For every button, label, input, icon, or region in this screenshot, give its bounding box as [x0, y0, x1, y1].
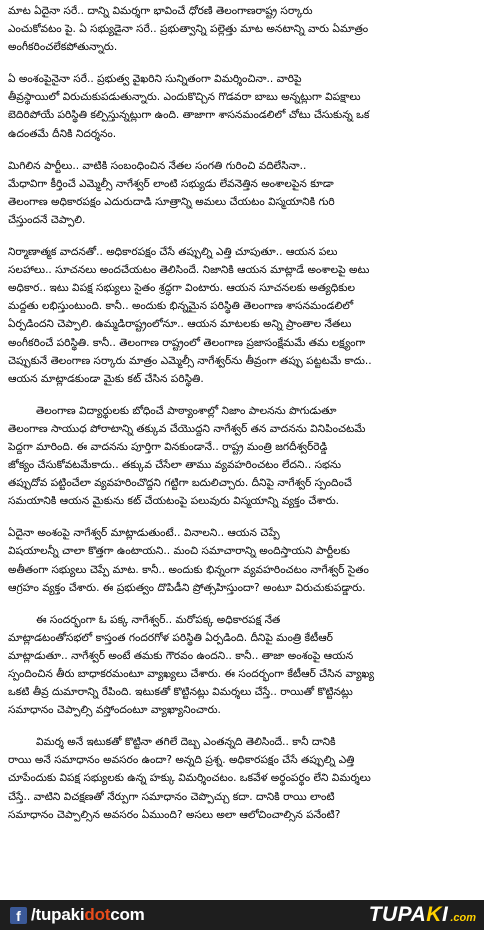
paragraph-line: తెలంగాణ విద్యార్థులకు బోధించే పాఠ్యాంశాల్లో నిజాం పాలనను పొగుడుతూ: [36, 404, 337, 417]
paragraph-line: ఆయన మాట్లాడకుండా మైకు కట్ చేసిన పరిస్థితి.: [8, 372, 204, 385]
paragraph-line: మాట్లాడటంతోసభలో కాస్తంత గందరగోళ పరిస్థితి ఏర్పడింది. దీనిపై మంత్రి కేటీఆర్: [8, 631, 333, 644]
paragraph-line: అతీతంగా సభ్యులు చెప్పే మాట. కానీ.. అందుకు భిన్నంగా వ్యవహరించటం నాగేశ్వర్ సైతం: [8, 563, 369, 576]
paragraph-line: ఉదంతమే దీనికి నిదర్శనం.: [8, 127, 117, 140]
paragraph-line: సమాధానం చెప్పాల్సిన అవసరం ఏముంది? అసలు అలా ఆలోచించాల్సిన పనేంటి?: [8, 808, 341, 821]
paragraph-line: మిగిలిన పార్టీలు.. వాటికి సంబంధించిన నేతల సంగతి గురించి వదిలేసినా..: [8, 159, 307, 172]
logo-suffix: .com: [450, 912, 476, 924]
paragraph-line: అంగీకరించలేకపోతున్నారు.: [8, 41, 118, 54]
article-paragraph: [8, 157, 478, 229]
logo-wordmark: [369, 903, 449, 927]
tupaki-logo[interactable]: [369, 903, 476, 927]
footer-bar: [0, 900, 484, 930]
paragraph-line: నిర్మాణాత్మక వాదనతో.. అధికారపక్షం చేసే తప్పుల్ని ఎత్తి చూపుతూ.. ఆయన పలు: [8, 246, 338, 259]
paragraph-line: చెప్పుకునే తెలంగాణ సర్కారు మాత్రం ఎమ్మెల్సీ నాగేశ్వర్‌ను తీవ్రంగా తప్పు పట్టటమే కాదు..: [8, 354, 372, 367]
paragraph-line: పెద్దగా మారింది. ఈ వాదనను పూర్తిగా వినకుండానే.. రాష్ట్ర మంత్రి జగదీశ్వర్‌రెడ్డి: [8, 440, 328, 453]
article-paragraph: [8, 524, 478, 596]
site-handle-dot: dot: [84, 905, 111, 924]
paragraph-line: సలహాలు.. సూచనలు అందచేయటం తెలిసిందే. నిజానికి ఆయన మాట్లాడే అంశాలపై అటు: [8, 264, 370, 277]
paragraph-line: జోక్యం చేసుకోవటమేకాదు.. తక్కువ చేసేలా తాము వ్యవహరించటం లేదని.. సభను: [8, 459, 342, 472]
paragraph-line: మాట ఏదైనా సరే.. దాన్ని విమర్శగా భావించే ధోరణి తెలంగాణరాష్ట్ర సర్కారు: [8, 5, 313, 17]
paragraph-line: సమయానికి ఆయన మైకును కట్ చేయటంపై పలువురు విస్మయాన్ని వ్యక్తం చేశారు.: [8, 495, 340, 508]
facebook-link[interactable]: [10, 905, 145, 925]
paragraph-line: చేస్తుందనే చెప్పాలి.: [8, 213, 86, 226]
paragraph-line: ఎంచుకోవటం పై. ఏ సభ్యుడైనా సరే.. ప్రభుత్వాన్ని పల్లెత్తు మాట అనటాన్ని వారు ఏమాత్రం: [8, 23, 369, 36]
paragraph-line: అధికార.. ఇటు విపక్ష సభ్యులు సైతం శ్రద్ధగా వింటారు. ఆయన సూచనలకు అత్యధికుల: [8, 282, 355, 295]
logo-part2: K: [426, 903, 442, 926]
paragraph-line: రాయి అనే సమాధానం అవసరం ఉందా? అన్నది ప్రశ్న. అధికారపక్షం చేసే తప్పుల్ని ఎత్తి: [8, 754, 355, 767]
paragraph-line: ఒకటి తీవ్ర దుమారాన్ని రేపింది. ఇటుకతో కొట్టినట్లు విమర్శలు చేస్తే.. రాయితో కొట్టినట్లు: [8, 686, 353, 699]
article-paragraph: [8, 70, 478, 142]
site-handle: [31, 905, 145, 925]
paragraph-line: తీవ్రస్థాయిలో విరుచుకుపడుతున్నారు. ఎందుకొచ్చిన గొడవరా బాబు అన్నట్లుగా విపక్షాలు: [8, 91, 361, 104]
paragraph-line: సమాధానం చెప్పాల్సి వస్తోందంటూ వ్యాఖ్యానించారు.: [8, 704, 221, 717]
paragraph-line: విమర్శ అనే ఇటుకతో కొట్టినా తగిలే దెబ్బ ఎంతన్నది తెలిసిందే.. కానీ దానికి: [36, 736, 336, 749]
logo-part1: TUPA: [368, 903, 427, 926]
article-paragraph: [8, 611, 478, 720]
site-handle-end: com: [110, 905, 145, 924]
paragraph-line: ఈ సందర్భంగా ఓ పక్క నాగేశ్వర్.. మరోపక్క అధికారపక్ష నేత: [36, 613, 281, 626]
paragraph-line: చూపేందుకు విపక్ష సభ్యులకు ఉన్న హక్కు విమర్శించటం. ఒకవేళ అర్థంపర్థం లేని విమర్శలు: [8, 772, 371, 785]
paragraph-line: మద్దతు లభిస్తుంటుంది. కానీ.. అందుకు భిన్నమైన పరిస్థితి తెలంగాణ శాసనమండలిలో: [8, 300, 354, 313]
paragraph-line: అంగీకరించే పరిస్థితి. కానీ.. తెలంగాణ రాష్ట్రంలో తెలంగాణ ప్రజాసంక్షేమమే తమ లక్ష్యంగా: [8, 336, 366, 349]
paragraph-line: మేధావిగా కీర్తించే ఎమ్మెల్సీ నాగేశ్వర్ లాంటి సభ్యుడు లేవనెత్తిన అంశాలపైన కూడా: [8, 177, 334, 190]
paragraph-line: ఏ అంశంపైనైనా సరే.. ప్రభుత్వ వైఖరిని సున్నితంగా విమర్శించినా.. వారిపై: [8, 73, 302, 86]
paragraph-line: ఆగ్రహం వ్యక్తం చేశారు. ఈ ప్రభుత్వం దొపిడీని ప్రోత్సహిస్తుందా? అంటూ విరుచుకుపడ్డారు.: [8, 581, 366, 594]
article-paragraph: [8, 402, 478, 511]
paragraph-line: మాట్లాడుతూ.. నాగేశ్వర్ అంటే తమకు గౌరవం ఉందని.. కానీ.. తాజా అంశంపై ఆయన: [8, 649, 354, 662]
paragraph-line: ఏర్పడిందని చెప్పాలి. ఉమ్మడిరాష్ట్రంలోనూ.. ఆయన మాటలకు అన్ని ప్రాంతాల నేతలు: [8, 318, 352, 331]
paragraph-line: తెలంగాణ అధికారపక్షం ఎదురుదాడి సూత్రాన్ని అమలు చేయటం విస్మయానికి గురి: [8, 195, 335, 208]
paragraph-line: ఏదైనా అంశంపై నాగేశ్వర్ మాట్లాడుతుంటే.. వినాలని.. ఆయన చెప్పే: [8, 527, 280, 540]
article-paragraph: [8, 733, 478, 823]
paragraph-line: తప్పుదోవ పట్టించేలా వ్యవహరించొద్దని గట్టిగా బదులిచ్చారు. దీనిపై నాగేశ్వర్ స్పందించే: [8, 477, 352, 490]
facebook-icon: f: [10, 907, 27, 924]
paragraph-line: బెదిరిపోయే పరిస్థితి కల్పిస్తున్నట్లుగా ఉంది. తాజాగా శాసనమండలిలో చోటు చేసుకున్న ఒక: [8, 109, 370, 122]
logo-part3: I: [441, 903, 449, 926]
article-paragraph: [8, 2, 478, 56]
paragraph-line: చేస్తే.. వాటిని విచక్షణతో నేర్పుగా సమాధానం చెప్పొచ్చు కదా. దానికి రాయి లాంటి: [8, 790, 335, 803]
site-handle-name: /tupaki: [31, 905, 85, 924]
paragraph-line: తెలంగాణ సాయుధ పోరాటాన్ని తక్కువ చేయొద్దని నాగేశ్వర్ తన వాదనను వినిపించటమే: [8, 422, 366, 435]
paragraph-line: విషయాలన్నీ చాలా కొత్తగా ఉంటాయని.. మంచి సమాచారాన్ని అందిస్తాయని పార్టీలకు: [8, 545, 350, 558]
paragraph-line: స్పందించిన తీరు బాధాకరమంటూ వ్యాఖ్యలు చేశారు. ఈ సందర్భంగా కేటీఆర్ చేసిన వ్యాఖ్య: [8, 668, 375, 680]
article-paragraph: [8, 243, 478, 388]
